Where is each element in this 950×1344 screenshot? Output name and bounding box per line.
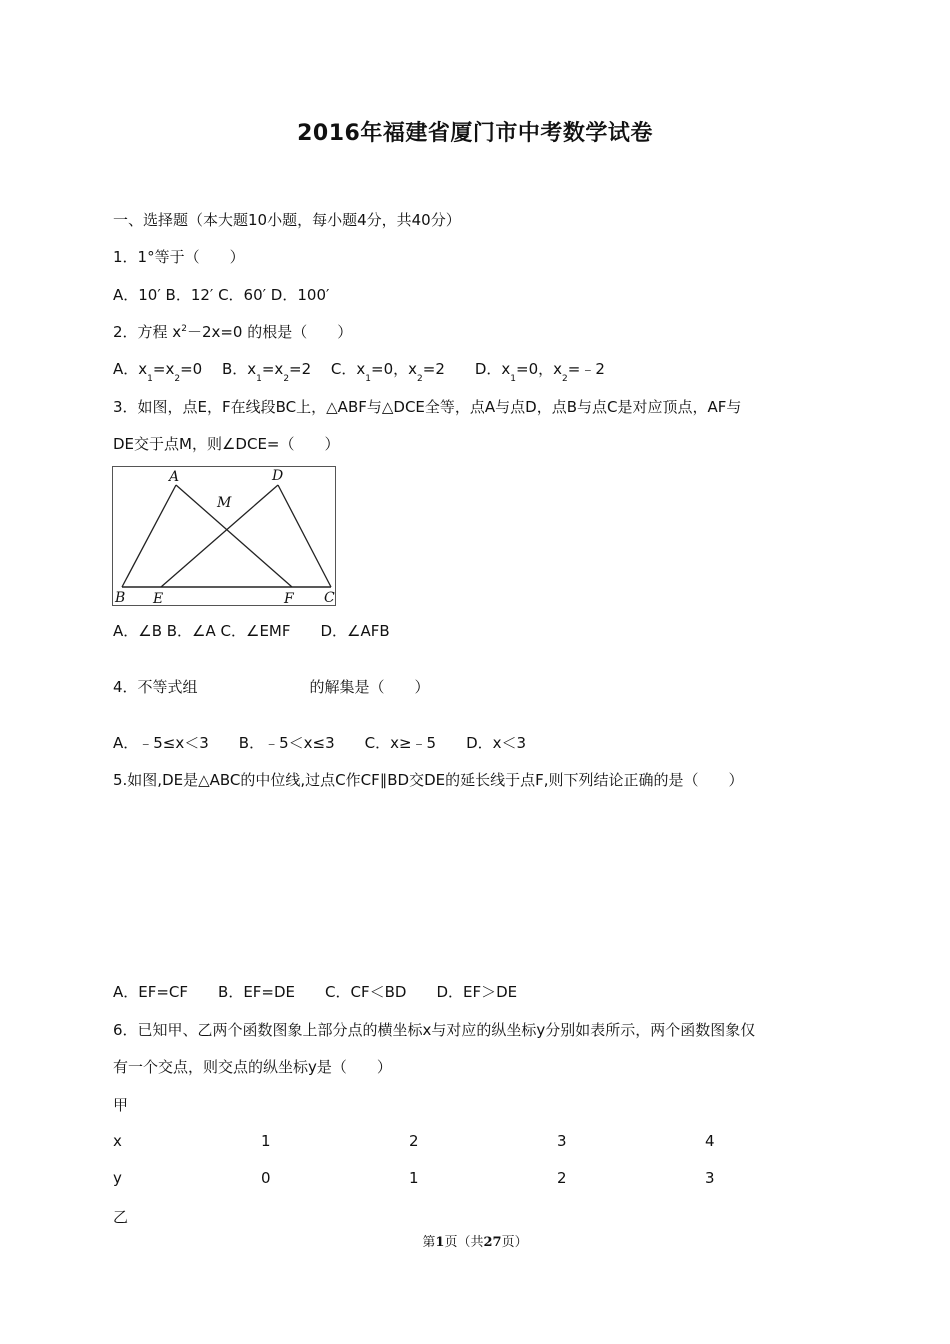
table-cell: 1 bbox=[409, 1169, 419, 1187]
q4-stem-part: 的解集是（ ） bbox=[309, 678, 430, 696]
q2-text: =﹣2 bbox=[567, 360, 605, 378]
table-cell: 2 bbox=[409, 1132, 419, 1150]
q4-stem-part: 4．不等式组 bbox=[113, 678, 198, 696]
question-6-stem-line2: 有一个交点，则交点的纵坐标y是（ ） bbox=[113, 1058, 392, 1076]
q2-text: =0，x bbox=[516, 360, 563, 378]
table-cell: 1 bbox=[261, 1132, 271, 1150]
section-heading: 一、选择题（本大题10小题，每小题4分，共40分） bbox=[113, 211, 461, 229]
q2-text: =x bbox=[261, 360, 284, 378]
q2-stem-part: －2x=0 的根是（ ） bbox=[186, 323, 353, 341]
table-cell: 2 bbox=[557, 1169, 567, 1187]
q2-superscript: 2 bbox=[181, 324, 187, 334]
segment-ab bbox=[122, 485, 176, 587]
page-footer bbox=[0, 1231, 950, 1250]
question-2-stem bbox=[113, 322, 352, 345]
label-b: B bbox=[115, 590, 126, 606]
footer-suffix: 页） bbox=[501, 1235, 528, 1250]
question-3-options: A．∠B B．∠A C．∠EMF D．∠AFB bbox=[113, 622, 390, 640]
question-5-options: A．EF=CF B．EF=DE C．CF＜BD D．EF＞DE bbox=[113, 983, 518, 1001]
question-2-options bbox=[113, 359, 605, 382]
label-m: M bbox=[217, 495, 232, 511]
geometry-figure bbox=[112, 466, 336, 606]
question-3-stem-line2: DE交于点M，则∠DCE=（ ） bbox=[113, 435, 340, 453]
q2-subscript: 1 bbox=[256, 374, 262, 384]
table-row bbox=[113, 1132, 833, 1152]
table-cell: y bbox=[113, 1169, 122, 1187]
question-1-options: A．10′ B．12′ C．60′ D．100′ bbox=[113, 286, 330, 304]
q2-text: =2 D．x bbox=[422, 360, 511, 378]
label-e: E bbox=[153, 591, 164, 606]
question-5-stem: 5.如图,DE是△ABC的中位线,过点C作CF∥BD交DE的延长线于点F,则下列结论正确的是（ ） bbox=[113, 771, 744, 789]
label-f: F bbox=[284, 591, 294, 606]
q2-text: =x bbox=[152, 360, 175, 378]
table-cell: 4 bbox=[705, 1132, 715, 1150]
q2-subscript: 2 bbox=[283, 374, 290, 384]
segment-af bbox=[176, 485, 292, 587]
page-title: 2016年福建省厦门市中考数学试卷 bbox=[297, 121, 653, 146]
table-cell: 3 bbox=[705, 1169, 715, 1187]
question-4-stem bbox=[113, 677, 430, 697]
table-jia-label: 甲 bbox=[113, 1096, 129, 1114]
table-cell: 3 bbox=[557, 1132, 567, 1150]
q2-subscript: 1 bbox=[365, 374, 372, 384]
label-d: D bbox=[272, 468, 284, 484]
q2-subscript: 2 bbox=[174, 374, 181, 384]
figure-border bbox=[113, 467, 336, 606]
q2-text: =2 C．x bbox=[289, 360, 366, 378]
q2-subscript: 1 bbox=[147, 374, 153, 384]
q2-text: =0 B．x bbox=[180, 360, 257, 378]
q2-subscript: 2 bbox=[562, 374, 568, 384]
q2-text: =0，x bbox=[371, 360, 418, 378]
q2-stem-part: 2．方程 x bbox=[113, 323, 182, 341]
table-row bbox=[113, 1169, 833, 1189]
question-4-options: A．﹣5≤x＜3 B．﹣5＜x≤3 C．x≥﹣5 D．x＜3 bbox=[113, 734, 527, 752]
footer-prefix: 第 bbox=[422, 1235, 436, 1250]
label-c: C bbox=[324, 590, 335, 606]
footer-mid: 页（共 bbox=[444, 1235, 484, 1250]
table-cell: x bbox=[113, 1132, 122, 1150]
q2-text: A．x bbox=[113, 360, 148, 378]
question-3-stem-line1: 3．如图，点E，F在线段BC上，△ABF与△DCE全等，点A与点D，点B与点C是对应顶点，AF与 bbox=[113, 398, 742, 416]
triangle-diagram bbox=[112, 466, 336, 606]
question-1-stem: 1．1°等于（ ） bbox=[113, 248, 245, 266]
q2-subscript: 1 bbox=[510, 374, 517, 384]
question-6-stem-line1: 6．已知甲、乙两个函数图象上部分点的横坐标x与对应的纵坐标y分别如表所示，两个函数图象仅 bbox=[113, 1021, 756, 1039]
footer-page-number: 1 bbox=[435, 1235, 445, 1250]
table-cell: 0 bbox=[261, 1169, 271, 1187]
footer-total-pages: 27 bbox=[483, 1235, 502, 1250]
label-a: A bbox=[169, 469, 180, 485]
q2-subscript: 2 bbox=[417, 374, 423, 384]
table-yi-label: 乙 bbox=[113, 1208, 129, 1226]
segment-dc bbox=[278, 485, 331, 587]
